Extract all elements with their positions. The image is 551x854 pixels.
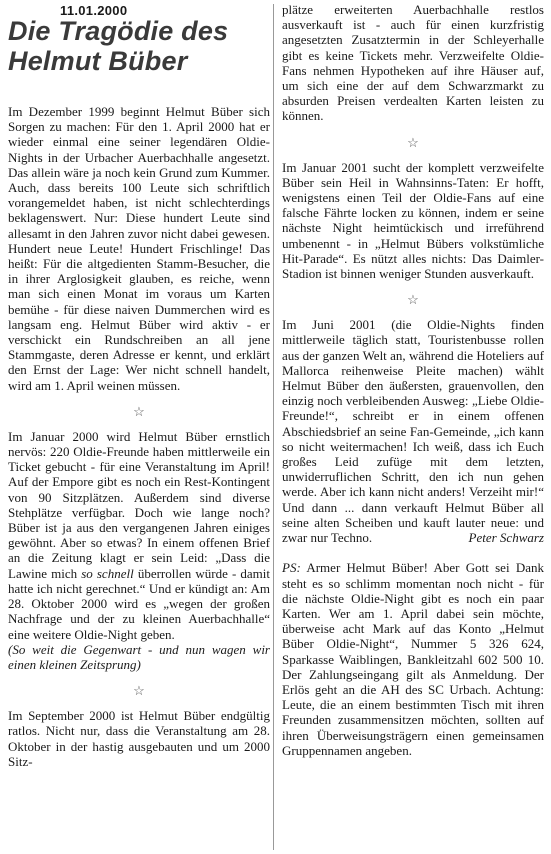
postscript-paragraph (282, 560, 544, 758)
author-byline: Peter Schwarz (468, 530, 544, 546)
headline: Die Tragödie des Helmut Büber (8, 16, 229, 76)
section-separator-star-icon: ☆ (407, 134, 419, 150)
paragraph-2-text-a: Im Januar 2000 wird Helmut Büber ernstlich nervös: 220 Oldie-Freunde haben mittlerweile ein Ticket gebucht - für eine Veranstaltung im April! Auf der Empore gibt es noch ein Rest-Kontingent von 90 Sitzplätzen. Außerdem sind diverse Stehplätze verfügbar. Doch wie lange noch? Büber ist ja aus den vergangenen Jahren einiges gewöhnt. Aber so etwas? In einem offenen Brief an die Zeitung klagt er sein Leid: „Dass die Lawine mich (8, 428, 270, 581)
section-separator-star-icon: ☆ (407, 292, 419, 308)
article-paragraph-5 (282, 317, 544, 545)
article-paragraph-3-continued: plätze erweiterten Auerbachhalle restlos ausverkauft ist - auch für einen kurzfristig angesetzten Zusatztermin in der Schleyerhalle gibt es keine Tickets mehr. Verzweifelte Oldie-Fans nehmen Hypotheken auf ihre Häuser auf, um sich eine der auf dem Schwarzmarkt zu absurden Preisen verdealten Karten leisten zu können. (282, 2, 544, 124)
article-paragraph-1: Im Dezember 1999 beginnt Helmut Büber sich Sorgen zu machen: Für den 1. April 2000 hat er wieder einmal eine seiner legendären Oldie-Nights in der Urbacher Auerbachhalle angesetzt. Das allein wäre ja noch kein Grund zum Kummer. Auch, dass bereits 100 Leute sich schriftlich vorangemeldet haben, ist nicht schlechterdings beklagenswert. Nur: Diese hundert Leute sind allesamt in den Jahren zuvor nicht dabei gewesen. Hundert neue Leute! Hundert Frischlinge! Das heißt: Für die altgedienten Stamm-Besucher, die in ihrer Arglosigkeit glauben, es reiche, wenn man sich einen Monat im voraus um Karten bemühe - für diese naiven Dummerchen wird es langsam eng. Helmut Büber wird aktiv - er verschickt ein Rundschreiben an all jene Stammgaste, deren Adresse er kennt, und erklärt den Ernst der Lage: Wer nicht schnell handelt, wird am 1. April weinen müssen. (8, 104, 270, 393)
article-paragraph-2 (8, 429, 270, 642)
paragraph-2-emphasis: so schnell (81, 565, 134, 581)
article-paragraph-4: Im Januar 2001 sucht der komplett verzweifelte Büber sein Heil in Wahnsinns-Taten: Er hofft, wenigstens einen Teil der Oldie-Fans auf eine falsche Fährte locken zu können, indem er seine nächste Night heimtückisch und irreführend umbenennt - in „Helmut Bübers volkstümliche Hit-Parade“. Es nützt alles nichts: Das Daimler-Stadion ist binnen weniger Stunden ausverkauft. (282, 159, 544, 282)
section-separator-star-icon: ☆ (133, 683, 145, 699)
postscript-text: Armer Helmut Büber! Aber Gott sei Dank steht es so schlimm momentan noch nicht - für die nächste Oldie-Night gibt es noch ein paar Karten. Wer am 1. April dabei sein möchte, überweise acht Mark auf das Konto „Helmut Büber Oldie-Night“, Nummer 5 326 624, Sparkasse Waiblingen, Bankleitzahl 602 500 10. Der Zahlungseingang gilt als Anmeldung. Der Erlös geht an die AH des SC Urbach. Achtung: Leute, die an einem bestimmten Tisch mit ihren Freunden zusammensitzen möchten, sollten auf ihren Überweisungsträgern einen gemeinsamen Gruppennamen angeben. (282, 560, 544, 758)
column-divider (273, 4, 274, 850)
paragraph-2-text-b: überrollen würde - damit hatte ich nicht gerechnet.“ Und er kündigt an: Am 28. Oktober 2000 wird es „wegen der großen Nachfrage und der zu kleinen Auerbachhalle“ eine weitere Oldie-Night geben. (8, 565, 270, 642)
postscript-label: PS: (282, 560, 301, 576)
editorial-note: (So weit die Gegenwart - und nun wagen wir einen kleinen Zeitsprung) (8, 641, 270, 672)
publication-date: 11.01.2000 (60, 3, 128, 18)
article-paragraph-3: Im September 2000 ist Helmut Büber endgültig ratlos. Nicht nur, dass die Veranstaltung am 28. Oktober in der hastig ausgebauten und um 2000 Sitz- (8, 708, 270, 769)
right-column (282, 2, 544, 758)
left-column (8, 0, 270, 769)
section-separator-star-icon: ☆ (133, 403, 145, 419)
paragraph-5-text: Im Juni 2001 (die Oldie-Nights finden mittlerweile täglich statt, Touristenbusse rollen aus der ganzen Welt an, während die Hoteliers auf Mallorca reihenweise Pleite machen) wählt Helmut Büber den äußersten, grauenvollen, den einzig noch verbleibenden Ausweg: „Liebe Oldie-Freunde!“, schreibt er in einem offenen Abschiedsbrief an seine Fan-Gemeinde, „ich kann so nicht weitermachen! Ich weiß, dass ich Euch großes Leid zufüge mit dem letzten, unwiderruflichen Schritt, den ich nun gehen werde. Aber ich kann nicht anders! Verzeiht mir!“ Und dann ... dann verkauft Helmut Büber all seine alten Scheiben und kauft lauter neue: und zwar nur Techno. (282, 317, 544, 546)
